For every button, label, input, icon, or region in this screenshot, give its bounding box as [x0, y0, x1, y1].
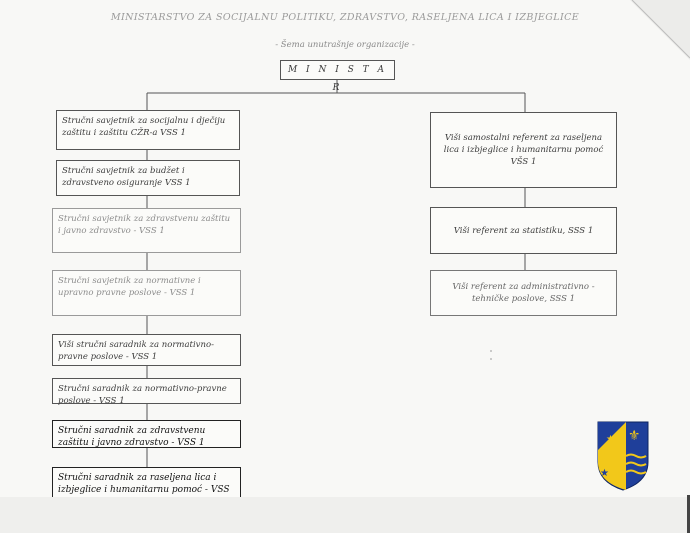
- scan-speck: [490, 358, 492, 360]
- left-box-4: Stručni savjetnik za normativne i upravno pravne poslove - VSS 1: [52, 270, 241, 316]
- svg-text:★: ★: [606, 434, 615, 445]
- svg-text:★: ★: [600, 452, 609, 463]
- left-box-8: Stručni saradnik za raseljena lica i izbjeglice i humanitarnu pomoć - VSS: [52, 467, 241, 497]
- svg-text:★: ★: [600, 468, 609, 479]
- left-box-7: Stručni saradnik za zdravstvenu zaštitu i javno zdravstvo - VSS 1: [52, 420, 241, 448]
- svg-text:⚜: ⚜: [628, 428, 641, 444]
- page-title: MINISTARSTVO ZA SOCIJALNU POLITIKU, ZDRAVSTVO, RASELJENA LICA I IZBJEGLICE: [110, 12, 580, 23]
- right-box-1: Viši samostalni referent za raseljena lica i izbjeglice i humanitarnu pomoć VŠS 1: [430, 112, 617, 188]
- coat-of-arms-icon: [596, 420, 650, 492]
- right-box-2: Viši referent za statistiku, SSS 1: [430, 207, 617, 254]
- left-box-1: Stručni savjetnik za socijalnu i dječiju zaštitu i zaštitu CŽR-a VSS 1: [56, 110, 240, 150]
- page-corner-fold: [630, 0, 690, 60]
- scan-speck: [490, 350, 492, 352]
- left-box-6: Stručni saradnik za normativno-pravne poslove - VSS 1: [52, 378, 241, 404]
- minister-box: M I N I S T A R: [280, 60, 395, 80]
- left-box-5: Viši stručni saradnik za normativno-pravne poslove - VSS 1: [52, 334, 241, 366]
- right-box-3: Viši referent za administrativno - tehničke poslove, SSS 1: [430, 270, 617, 316]
- scan-bottom-band: [0, 497, 690, 533]
- page-subtitle: - Šema unutrašnje organizacije -: [275, 40, 415, 50]
- left-box-3: Stručni savjetnik za zdravstvenu zaštitu i javno zdravstvo - VSS 1: [52, 208, 241, 253]
- left-box-2: Stručni savjetnik za budžet i zdravstveno osiguranje VSS 1: [56, 160, 240, 196]
